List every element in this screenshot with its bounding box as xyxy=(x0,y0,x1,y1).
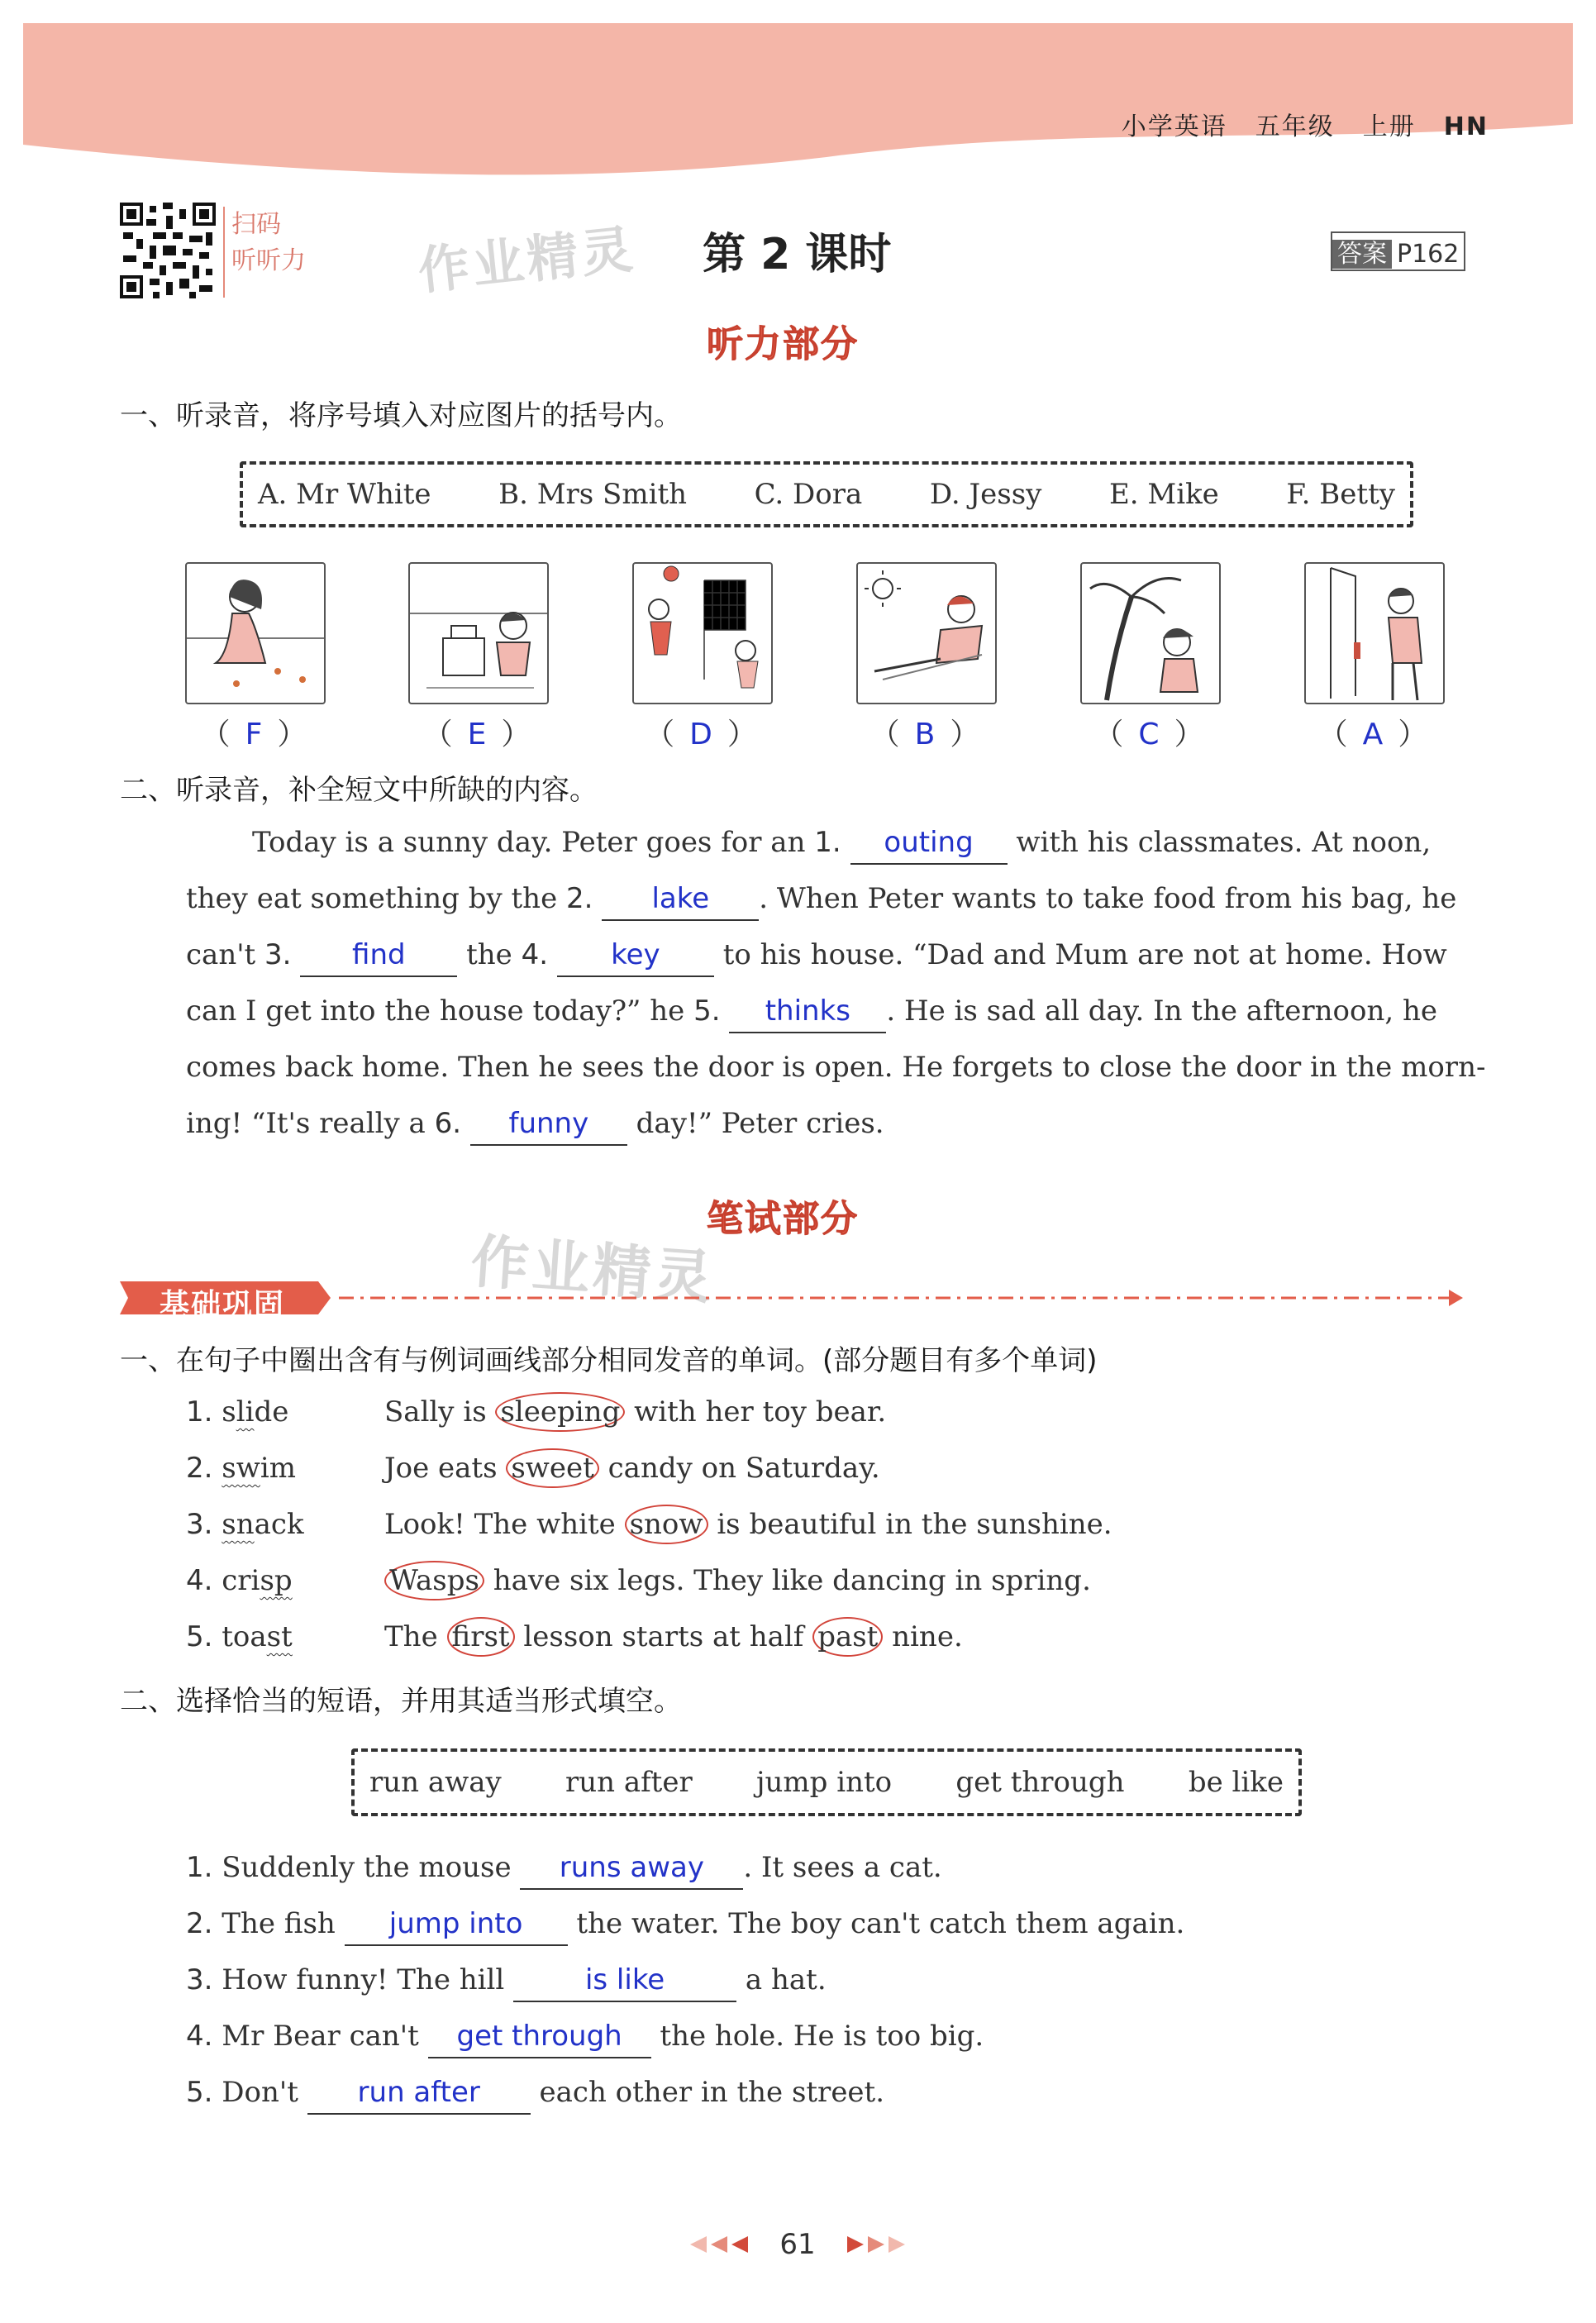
picture-answer-3: （ D ） xyxy=(645,718,757,751)
next-arrows-icon xyxy=(839,2232,913,2257)
answer-letter: C xyxy=(1138,718,1160,751)
subject-label: 小学英语 xyxy=(1121,112,1227,141)
scan-line-2: 听听力 xyxy=(231,246,306,275)
answer-page-ref[interactable] xyxy=(1331,231,1465,271)
foundation-banner xyxy=(120,1273,1467,1323)
answer-letter: B xyxy=(914,718,936,751)
girl-collecting-shells-picture xyxy=(185,562,326,704)
watermark-middle: 作业精灵 xyxy=(469,1227,718,1313)
answer-letter: A xyxy=(1362,718,1384,751)
option-d: D. Jessy xyxy=(929,478,1042,511)
fill-item-3: 3. How funny! The hill is like a hat. xyxy=(186,1952,827,2008)
page-number: 61 xyxy=(779,2228,816,2261)
picture-answer-4: （ B ） xyxy=(869,718,980,751)
option-a: A. Mr White xyxy=(258,478,431,511)
volume-label: 上册 xyxy=(1362,112,1416,141)
name-options-box xyxy=(240,461,1413,527)
phrase-options-box xyxy=(351,1748,1302,1816)
circled-word-2[interactable]: past xyxy=(812,1617,883,1657)
written-q2-heading: 二、选择恰当的短语，并用其适当形式填空。 xyxy=(120,1685,682,1718)
page-footer xyxy=(661,2224,934,2265)
underlined-part: li xyxy=(236,1395,255,1429)
circled-word[interactable]: Wasps xyxy=(384,1561,484,1600)
underlined-part: st xyxy=(266,1620,293,1653)
fill-blank-4[interactable]: get through xyxy=(428,2015,651,2058)
header-banner xyxy=(0,0,1596,198)
foundation-label: 基础巩固 xyxy=(160,1288,286,1322)
qr-code-icon[interactable] xyxy=(120,203,216,298)
blank-6[interactable]: funny xyxy=(470,1103,627,1146)
blank-1[interactable]: outing xyxy=(850,822,1008,865)
scan-line-1: 扫码 xyxy=(231,210,281,239)
pron-row-4: 4. crisp Wasps have six legs. They like dancing in spring. xyxy=(186,1564,293,1597)
picture-answer-5: （ C ） xyxy=(1093,718,1204,751)
phrase-option-3: jump into xyxy=(755,1766,893,1799)
option-b: B. Mrs Smith xyxy=(498,478,688,511)
phrase-option-4: get through xyxy=(955,1766,1125,1799)
listening-q1-heading: 一、听录音，将序号填入对应图片的括号内。 xyxy=(120,399,682,432)
boy-building-sandcastle-picture xyxy=(408,562,549,704)
underlined-part: sn xyxy=(222,1508,255,1541)
blank-2[interactable]: lake xyxy=(602,878,759,921)
circled-word[interactable]: sleeping xyxy=(495,1392,625,1432)
underlined-part: sw xyxy=(222,1452,260,1485)
answer-letter: E xyxy=(467,718,487,751)
prev-arrows-icon xyxy=(682,2232,756,2257)
scan-listen-label xyxy=(223,207,322,298)
answer-page: P162 xyxy=(1397,240,1460,269)
fill-blank-2[interactable]: jump into xyxy=(345,1903,568,1946)
picture-answer-2: （ E ） xyxy=(422,718,531,751)
fill-item-1: 1. Suddenly the mouse runs away . It sees a cat. xyxy=(186,1839,942,1896)
underlined-part: sp xyxy=(260,1564,293,1597)
answer-label: 答案 xyxy=(1332,240,1392,269)
phrase-option-5: be like xyxy=(1188,1766,1284,1799)
fill-blank-5[interactable]: run after xyxy=(307,2072,531,2115)
fill-item-2: 2. The fish jump into the water. The boy can't catch them again. xyxy=(186,1896,1184,1952)
lesson-title: 第 2 课时 xyxy=(703,230,892,279)
picture-answer-6: （ A ） xyxy=(1317,718,1428,751)
blank-3[interactable]: find xyxy=(300,934,457,977)
pron-row-3: 3. snack Look! The white snow is beautiful in the sunshine. xyxy=(186,1508,304,1541)
picture-answer-1: （ F ） xyxy=(200,718,307,751)
pron-row-5: 5. toast The first lesson starts at half past nine. xyxy=(186,1620,293,1653)
circled-word[interactable]: sweet xyxy=(506,1448,598,1488)
fill-item-4: 4. Mr Bear can't get through the hole. He is too big. xyxy=(186,2008,984,2064)
cloze-passage: Today is a sunny day. Peter goes for an 1. outing with his classmates. At noon, they eat something by the 2. lake . When Peter wants to take food from his bag, he can't 3. find the 4. key to his house. “Dad and Mum are not at home. How can I get into the house today?” he 5. thinks . He is sad all day. In the afternoon, he comes back home. Then he sees the door is open. He forgets to close the door in the morn- ing! “It's really a 6. funny day!” Peter cries. xyxy=(186,814,1471,1152)
edition-label: HN xyxy=(1443,112,1489,141)
watermark-top: 作业精灵 xyxy=(415,218,639,302)
fill-blank-1[interactable]: runs away xyxy=(520,1847,743,1890)
children-volleyball-picture xyxy=(632,562,773,704)
girl-by-palm-tree-picture xyxy=(1080,562,1221,704)
option-c: C. Dora xyxy=(754,478,863,511)
phrase-option-2: run after xyxy=(565,1766,693,1799)
pron-row-2: 2. swim Joe eats sweet candy on Saturday. xyxy=(186,1452,296,1485)
woman-sunbathing-picture xyxy=(856,562,997,704)
fill-item-5: 5. Don't run after each other in the street. xyxy=(186,2064,884,2120)
grade-label: 五年级 xyxy=(1255,112,1335,141)
circled-word[interactable]: first xyxy=(447,1617,515,1657)
blank-4[interactable]: key xyxy=(557,934,714,977)
listening-section-title: 听力部分 xyxy=(707,323,859,365)
fill-blank-3[interactable]: is like xyxy=(513,1959,736,2002)
man-opening-door-picture xyxy=(1304,562,1445,704)
written-section-title: 笔试部分 xyxy=(707,1198,859,1240)
pron-row-1: 1. slide Sally is sleeping with her toy bear. xyxy=(186,1395,288,1429)
blank-5[interactable]: thinks xyxy=(729,990,886,1033)
option-f: F. Betty xyxy=(1286,478,1395,511)
written-q1-heading: 一、在句子中圈出含有与例词画线部分相同发音的单词。(部分题目有多个单词) xyxy=(120,1344,1098,1377)
answer-letter: D xyxy=(689,718,712,751)
phrase-option-1: run away xyxy=(369,1766,502,1799)
book-info xyxy=(1093,106,1489,142)
option-e: E. Mike xyxy=(1108,478,1219,511)
listening-q2-heading: 二、听录音，补全短文中所缺的内容。 xyxy=(120,774,598,807)
circled-word[interactable]: snow xyxy=(625,1505,708,1544)
answer-letter: F xyxy=(245,718,263,751)
